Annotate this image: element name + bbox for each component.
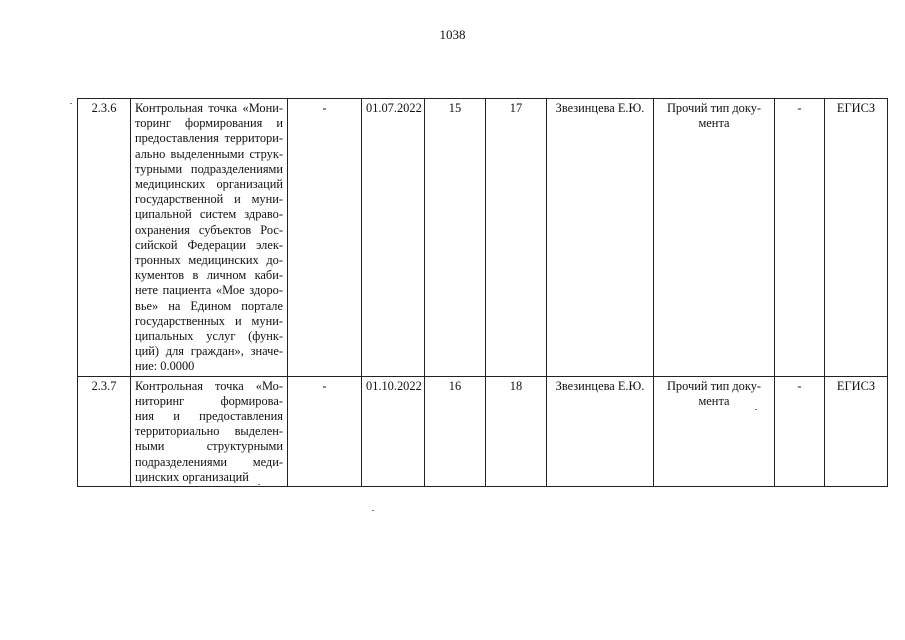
row-col3: - xyxy=(288,376,362,486)
row-system: ЕГИСЗ xyxy=(825,376,888,486)
scan-speck xyxy=(755,409,757,410)
row-system: ЕГИСЗ xyxy=(825,99,888,377)
row-value-1: 15 xyxy=(425,99,486,377)
row-number: 2.3.7 xyxy=(78,376,131,486)
description-line: ниторинг формирова- xyxy=(135,393,283,408)
description-line: кументов в личном каби- xyxy=(135,268,283,283)
row-responsible: Звезинцева Е.Ю. xyxy=(547,376,654,486)
document-type-line: Прочий тип доку- xyxy=(666,101,762,115)
description-line: охранения субъектов Рос- xyxy=(135,222,283,237)
description-line: Контрольная точка «Мо- xyxy=(135,378,283,393)
row-col9: - xyxy=(775,99,825,377)
scan-speck xyxy=(70,103,72,104)
row-description xyxy=(131,99,288,377)
description-line: территориально выделен- xyxy=(135,424,283,439)
row-responsible: Звезинцева Е.Ю. xyxy=(547,99,654,377)
description-line: государственных и муни- xyxy=(135,313,283,328)
row-description xyxy=(131,376,288,486)
row-col9: - xyxy=(775,376,825,486)
row-value-2: 17 xyxy=(486,99,547,377)
description-line: ние: 0.0000 xyxy=(135,359,195,374)
table-row xyxy=(78,376,888,486)
description-line: Контрольная точка «Мони- xyxy=(135,101,283,115)
scan-speck xyxy=(258,484,260,485)
scan-speck xyxy=(372,510,374,511)
page-number: 1038 xyxy=(439,27,466,42)
description-line: предоставления территори- xyxy=(135,131,283,146)
document-type-line: мента xyxy=(698,393,730,408)
plan-table xyxy=(77,98,888,487)
description-line: сийской Федерации элек- xyxy=(135,237,283,252)
description-line: торинг формирования и xyxy=(135,116,283,131)
row-value-1: 16 xyxy=(425,376,486,486)
description-line: нете пациента «Мое здоро- xyxy=(135,283,283,298)
row-date: 01.07.2022 xyxy=(362,99,425,377)
row-value-2: 18 xyxy=(486,376,547,486)
description-line: ципальных услуг (функ- xyxy=(135,329,283,344)
description-line: ально выделенными струк- xyxy=(135,146,283,161)
row-date: 01.10.2022 xyxy=(362,376,425,486)
document-type-line: Прочий тип доку- xyxy=(666,378,762,393)
description-line: подразделениями меди- xyxy=(135,454,283,469)
description-line: тронных медицинских до- xyxy=(135,253,283,268)
description-line: ций) для граждан», значе- xyxy=(135,344,283,359)
row-document-type xyxy=(654,99,775,377)
description-line: ния и предоставления xyxy=(135,409,283,424)
row-col3: - xyxy=(288,99,362,377)
row-document-type xyxy=(654,376,775,486)
table-row xyxy=(78,99,888,377)
description-line: цинских организаций xyxy=(135,469,249,484)
description-line: медицинских организаций xyxy=(135,177,283,192)
description-line: ными структурными xyxy=(135,439,283,454)
description-line: ципальной систем здраво- xyxy=(135,207,283,222)
row-number: 2.3.6 xyxy=(78,99,131,377)
description-line: турными подразделениями xyxy=(135,161,283,176)
document-type-line: мента xyxy=(698,116,730,131)
description-line: вье» на Едином портале xyxy=(135,298,283,313)
description-line: государственной и муни- xyxy=(135,192,283,207)
